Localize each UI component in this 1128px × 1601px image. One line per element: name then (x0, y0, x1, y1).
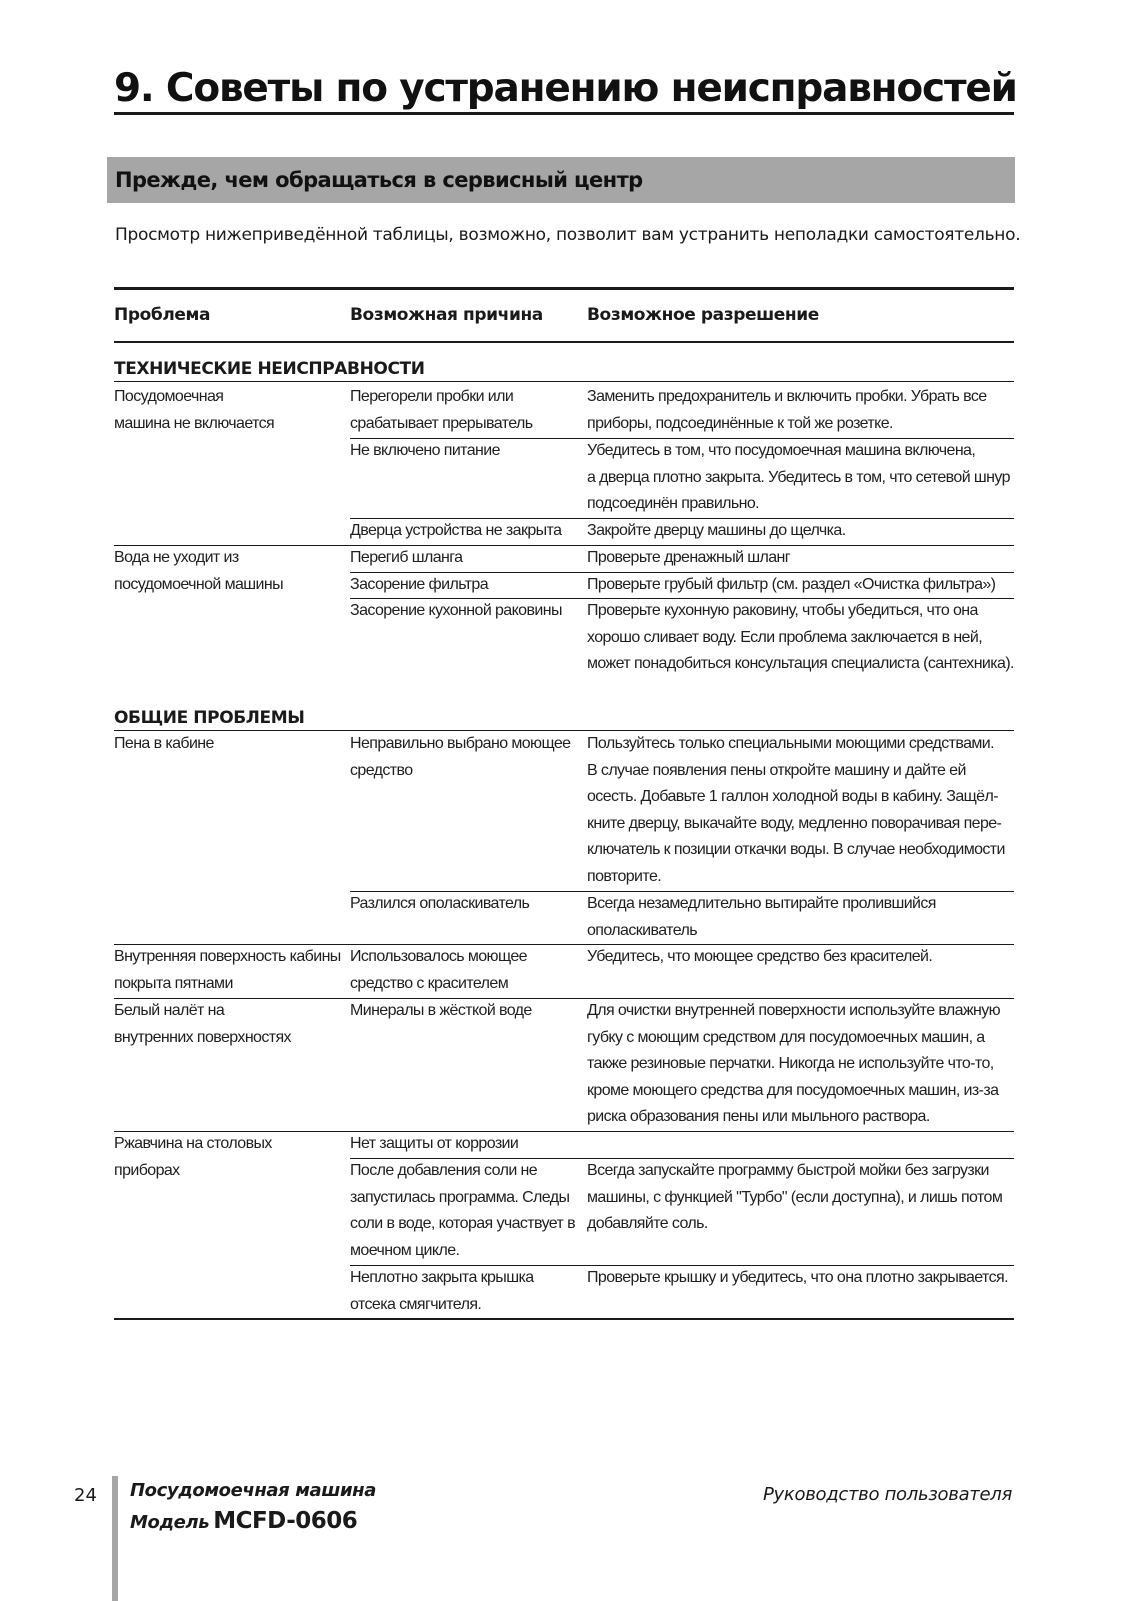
solution-cell: Заменить предохранитель и включить пробки. Убрать все приборы, подсоединённые к той же розетке. (587, 388, 987, 432)
footer-product: Посудомоечная машина (130, 1480, 376, 1501)
cause-cell: Перегиб шланга (350, 549, 463, 566)
header-cause: Возможная причина (350, 305, 543, 325)
category-technical: ТЕХНИЧЕСКИЕ НЕИСПРАВНОСТИ (114, 359, 425, 379)
solution-cell: Проверьте дренажный шланг (587, 549, 791, 566)
problem-cell: Ржавчина на столовых приборах (114, 1135, 272, 1179)
solution-cell: Проверьте крышку и убедитесь, что она плотно закрывается. (587, 1269, 1008, 1286)
title-underline (114, 112, 1014, 115)
cause-cell: Нет защиты от коррозии (350, 1135, 519, 1152)
header-solution: Возможное разрешение (587, 305, 819, 325)
table-bottom-rule (114, 1318, 1014, 1320)
table-top-rule (114, 287, 1014, 290)
footer-accent-bar (112, 1476, 118, 1601)
problem-cell: Внутренняя поверхность кабины покрыта пятнами (114, 948, 341, 992)
cause-cell: Минералы в жёсткой воде (350, 1002, 532, 1019)
cause-cell: Неплотно закрыта крышка отсека смягчителя. (350, 1269, 534, 1313)
table-header-rule (114, 341, 1014, 343)
cause-cell: Перегорели пробки или срабатывает прерыватель (350, 388, 533, 432)
cause-cell: Засорение кухонной раковины (350, 602, 562, 619)
section-bar (107, 157, 1015, 203)
solution-cell: Проверьте грубый фильтр (см. раздел «Очистка фильтра») (587, 576, 996, 593)
cause-cell: Не включено питание (350, 442, 500, 459)
problem-cell: Пена в кабине (114, 735, 214, 752)
page-number: 24 (74, 1485, 97, 1506)
cause-cell: Неправильно выбрано моющее средство (350, 735, 571, 779)
category-general: ОБЩИЕ ПРОБЛЕМЫ (114, 708, 305, 728)
footer-model (130, 1508, 357, 1534)
solution-cell: Пользуйтесь только специальными моющими средствами. В случае появления пены откройте машину и дайте ей осесть. Добавьте 1 галлон холодной воды в кабину. Защёл- кните дверцу, выкачайте воду, медленно поворачивая пере- ключатель к позиции откачки воды. В случае необходимости повторите. (587, 735, 1005, 885)
solution-cell: Убедитесь, что моющее средство без красителей. (587, 948, 933, 965)
solution-cell: Проверьте кухонную раковину, чтобы убедиться, что она хорошо сливает воду. Если проблема заключается в ней, может понадобиться консультация специалиста (сантехника). (587, 602, 1014, 673)
problem-cell: Белый налёт на внутренних поверхностях (114, 1002, 291, 1046)
solution-cell: Всегда запускайте программу быстрой мойки без загрузки машины, с функцией "Турбо" (если доступна), и лишь потом добавляйте соль. (587, 1162, 1003, 1233)
problem-cell: Посудомоечная машина не включается (114, 388, 275, 432)
section-title: Прежде, чем обращаться в сервисный центр (115, 168, 643, 192)
page-title: 9. Советы по устранению неисправностей (114, 66, 1017, 111)
intro-text: Просмотр нижеприведённой таблицы, возможно, позволит вам устранить неполадки самостоятельно. (115, 225, 1021, 245)
footer-guide: Руководство пользователя (763, 1484, 1012, 1505)
cause-cell: Использовалось моющее средство с красителем (350, 948, 527, 992)
solution-cell: Убедитесь в том, что посудомоечная машина включена, а дверца плотно закрыта. Убедитесь в том, что сетевой шнур подсоединён правильно. (587, 442, 1010, 513)
solution-cell: Всегда незамедлительно вытирайте пролившийся ополаскиватель (587, 895, 936, 939)
cause-cell: Засорение фильтра (350, 576, 489, 593)
solution-cell: Закройте дверцу машины до щелчка. (587, 522, 846, 539)
solution-cell: Для очистки внутренней поверхности используйте влажную губку с моющим средством для посудомоечных машин, а также резиновые перчатки. Никогда не используйте что-то, кроме моющего средства для посудомоечных машин, из-за риска образования пены или мыльного раствора. (587, 1002, 1001, 1126)
footer-model-number: MCFD-0606 (213, 1508, 358, 1534)
footer-model-label: Модель (130, 1512, 210, 1533)
cause-cell: Разлился ополаскиватель (350, 895, 530, 912)
problem-cell: Вода не уходит из посудомоечной машины (114, 549, 283, 593)
header-problem: Проблема (114, 305, 211, 325)
cause-cell: После добавления соли не запустилась программа. Следы соли в воде, которая участвует в моечном цикле. (350, 1162, 576, 1259)
row-divider (114, 381, 1014, 382)
cause-cell: Дверца устройства не закрыта (350, 522, 562, 539)
